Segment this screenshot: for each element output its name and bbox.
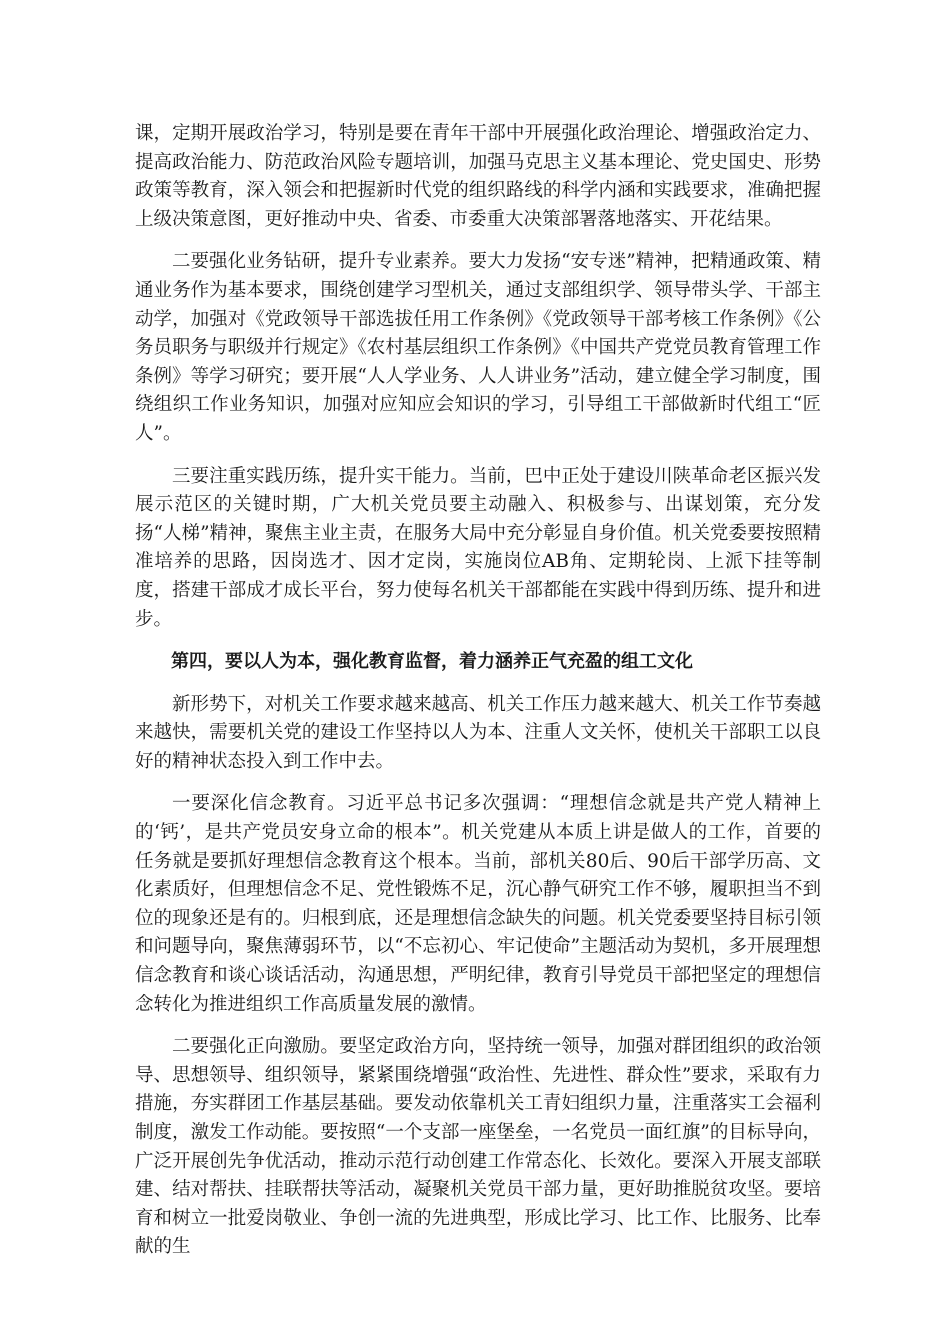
paragraph-practice: 三要注重实践历练，提升实干能力。当前，巴中正处于建设川陕革命老区振兴发展示范区的关键时期，广大机关党员要主动融入、积极参与、出谋划策，充分发扬“人梯”精神，聚焦主业主责，在服务大局中充分彰显自身价值。机关党委要按照精准培养的思路，因岗选才、因才定岗，实施岗位AB角、定期轮岗、上派下挂等制度，搭建干部成才成长平台，努力使每名机关干部都能在实践中得到历练、提升和进步。: [135, 465, 821, 630]
paragraph-political-study: 课，定期开展政治学习，特别是要在青年干部中开展强化政治理论、增强政治定力、提高政治能力、防范政治风险专题培训，加强马克思主义基本理论、党史国史、形势政策等教育，深入领会和把握新时代党的组织路线的科学内涵和实践要求，准确把握上级决策意图，更好推动中央、省委、市委重大决策部署落地落实、开花结果。: [135, 123, 821, 230]
paragraph-belief-education: 一要深化信念教育。习近平总书记多次强调：“理想信念就是共产党人精神上的‘钙’，是共产党员安身立命的根本”。机关党建从本质上讲是做人的工作，首要的任务就是要抓好理想信念教育这个根本。当前，部机关80后、90后干部学历高、文化素质好，但理想信念不足、党性锻炼不足，沉心静气研究工作不够，履职担当不到位的现象还是有的。归根到底，还是理想信念缺失的问题。机关党委要坚持目标引领和问题导向，聚焦薄弱环节，以“不忘初心、牢记使命”主题活动为契机，多开展理想信念教育和谈心谈话活动，沟通思想，严明纪律，教育引导党员干部把坚定的理想信念转化为推进组织工作高质量发展的激情。: [135, 793, 821, 1015]
section-heading-fourth: 第四，要以人为本，强化教育监督，着力涵养正气充盈的组工文化: [171, 651, 693, 673]
document-page: [135, 120, 821, 1276]
paragraph-new-situation: 新形势下，对机关工作要求越来越高、机关工作压力越来越大、机关工作节奏越来越快，需要机关党的建设工作坚持以人为本、注重人文关怀，使机关干部职工以良好的精神状态投入到工作中去。: [135, 693, 821, 772]
paragraph-positive-incentive: 二要强化正向激励。要坚定政治方向，坚持统一领导，加强对群团组织的政治领导、思想领导、组织领导，紧紧围绕增强“政治性、先进性、群众性”要求，采取有力措施，夯实群团工作基层基础。要发动依靠机关工青妇组织力量，注重落实工会福利制度，激发工作动能。要按照“一个支部一座堡垒，一名党员一面红旗”的目标导向，广泛开展创先争优活动，推动示范行动创建工作常态化、长效化。要深入开展支部联建、结对帮扶、挂联帮扶等活动，凝聚机关党员干部力量，更好助推脱贫攻坚。要培育和树立一批爱岗敬业、争创一流的先进典型，形成比学习、比工作、比服务、比奉献的生: [135, 1036, 821, 1258]
paragraph-business-study: 二要强化业务钻研，提升专业素养。要大力发扬“安专迷”精神，把精通政策、精通业务作为基本要求，围绕创建学习型机关，通过支部组织学、领导带头学、干部主动学，加强对《党政领导干部选拔任用工作条例》《党政领导干部考核工作条例》《公务员职务与职级并行规定》《农村基层组织工作条例》《中国共产党党员教育管理工作条例》等学习研究；要开展“人人学业务、人人讲业务”活动，建立健全学习制度，围绕组织工作业务知识，加强对应知应会知识的学习，引导组工干部做新时代组工“匠人”。: [135, 251, 821, 444]
